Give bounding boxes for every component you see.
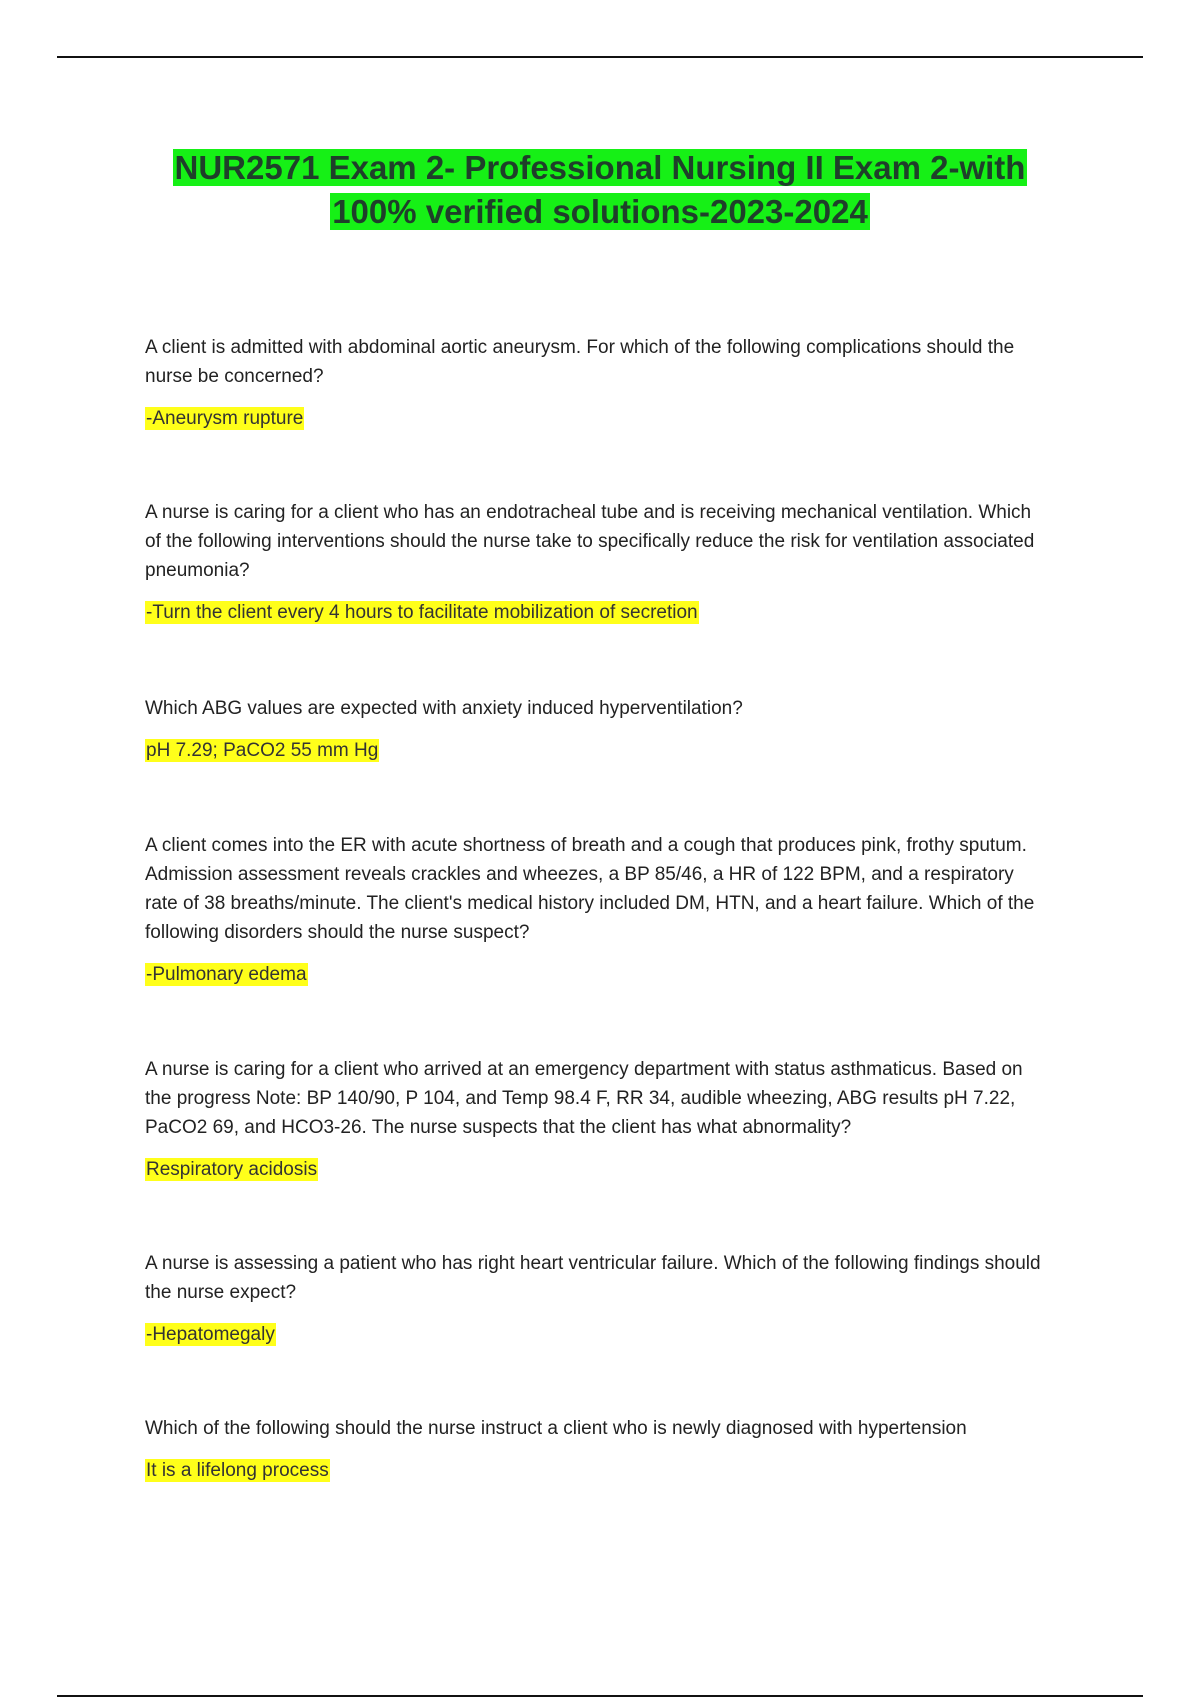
qa-item-4 [145, 831, 1045, 988]
question-text: A client is admitted with abdominal aortic aneurysm. For which of the following complications should the nurse be concerned? [145, 337, 1015, 387]
answer-text: -Aneurysm rupture [146, 408, 304, 429]
qa-item-5 [145, 1055, 1045, 1183]
qa-item-1 [145, 333, 1045, 432]
answer-row [145, 1157, 1045, 1183]
question-text: A nurse is assessing a patient who has right heart ventricular failure. Which of the following findings should the nurse expect? [145, 1253, 1041, 1303]
answer-row [145, 962, 1045, 988]
answer-text: -Hepatomegaly [146, 1324, 275, 1345]
answer-row [145, 1322, 1045, 1348]
answer-row [145, 600, 1045, 626]
qa-item-3 [145, 694, 1045, 764]
answer-text: -Turn the client every 4 hours to facilitate mobilization of secretion [146, 602, 698, 623]
top-rule [57, 56, 1143, 58]
answer-text: Respiratory acidosis [146, 1159, 318, 1180]
answer-row [145, 738, 1045, 764]
bottom-rule [57, 1695, 1143, 1697]
title-line-2: 100% verified solutions-2023-2024 [332, 193, 868, 230]
document-title [100, 146, 1100, 234]
answer-text: It is a lifelong process [146, 1460, 329, 1481]
question-text: Which of the following should the nurse instruct a client who is newly diagnosed with hypertension [145, 1418, 967, 1439]
answer-row [145, 1458, 1075, 1484]
qa-item-7 [145, 1414, 1075, 1484]
question-text: A nurse is caring for a client who has an endotracheal tube and is receiving mechanical ventilation. Which of the following interventions should the nurse take to specifically reduce the risk for ventilation associated pneumonia? [145, 502, 1035, 581]
question-text: A client comes into the ER with acute shortness of breath and a cough that produces pink, frothy sputum. Admission assessment reveals crackles and wheezes, a BP 85/46, a HR of 122 BPM, and a respiratory rate of 38 breaths/minute. The client's medical history included DM, HTN, and a heart failure. Which of the following disorders should the nurse suspect? [145, 835, 1035, 943]
answer-text: pH 7.29; PaCO2 55 mm Hg [146, 740, 379, 761]
question-text: A nurse is caring for a client who arrived at an emergency department with status asthmaticus. Based on the progress Note: BP 140/90, P 104, and Temp 98.4 F, RR 34, audible wheezing, ABG results pH 7.22, PaCO2 69, and HCO3-26. The nurse suspects that the client has what abnormality? [145, 1059, 1023, 1138]
answer-row [145, 406, 1045, 432]
title-line-1: NUR2571 Exam 2- Professional Nursing II Exam 2-with [174, 149, 1026, 186]
qa-item-6 [145, 1249, 1045, 1348]
qa-item-2 [145, 498, 1045, 626]
answer-text: -Pulmonary edema [146, 964, 307, 985]
question-text: Which ABG values are expected with anxiety induced hyperventilation? [145, 698, 743, 719]
